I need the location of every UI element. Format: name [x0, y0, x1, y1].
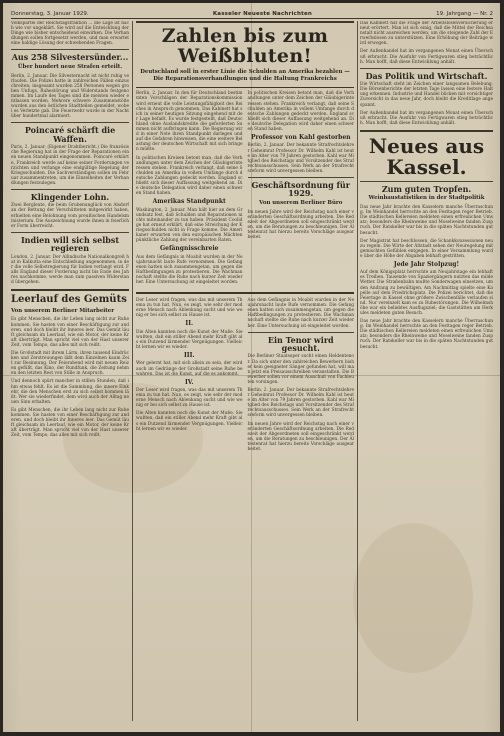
lead-headline: Zahlen bis zum Weißbluten! [161, 25, 329, 67]
column-right [360, 21, 493, 725]
lead-text: Berlin, 2. Januar. In den für Deutschland bestimmten Vorschlägen der Reparationskommission wird erneut die volle Leistungsfähigkeit des Reiches in Anspruch genommen. Das Kabinett hat sich in seiner heutigen Sitzung eingehend mit der Lage befaßt. Es wurde festgestellt, daß Deutschland ohne Auslandskredite die geforderten Summen nicht aufbringen kann. Die Regierung wird in einer Note ihren Standpunkt darlegen und auf die Gefahren hinweisen, die eine weitere Belastung der deutschen Wirtschaft mit sich bringen müßte. [136, 91, 243, 153]
article-headline: Geschäftsordnung für 1929. [251, 179, 350, 199]
header-date: Donnerstag, 3. Januar 1929. [11, 10, 89, 17]
column-left [11, 21, 129, 725]
article-text: Der Magistrat hat beschlossen, die Schankkonzessionen neu zu regeln. Die Wirte der Altstadt sehen der Neuregelung mit gemischten Gefühlen entgegen. In einer Versammlung wurde über die Höhe der Abgaben lebhaft gestritten. [360, 238, 493, 259]
feuilleton-text: Der Leser wird fragen, was das mit unserem Thema zu tun hat. Nun, es zeigt, wie sehr der moderne Mensch nach Ablenkung sucht und wie wenig er bei sich selbst zu Hause ist. [136, 387, 243, 409]
newspaper-page [3, 3, 500, 732]
feuilleton-text: Die Großstadt mit ihrem Lärm, ihren tausend Eindrücken und Zerstreuungen läßt dem Einzelnen kaum Zeit zur Besinnung. Der Feierabend wird mit neuen Reizen gefüllt, das Kino, der Rundfunk, die Zeitung nehmen den letzten Rest von Stille in Anspruch. [11, 351, 129, 377]
article-subheadline: Gefängnisschreie [160, 245, 219, 253]
article-subheadline: Weinbaustatistiken in der Stadtpolitik [368, 195, 485, 202]
article-text: Berlin, 2. Januar. Die Silvesternacht ist nicht ruhig verlaufen. Die Polizei hatte in zahlreichen Fällen einzuschreiten; insgesamt wurden 258 Personen wegen groben Unfugs, Ruhestörung und Widerstands festgenommen. Im Laufe des Tages sind die meisten wieder entlassen worden. Mehrere schwere Zusammenstöße wurden aus den östlichen Stadtteilen gemeldet, wobei es Verletzte gab. Die Feuerwehr wurde in der Nacht über hundertmal alarmiert. [11, 73, 129, 120]
article-headline: Klingender Lohn. [30, 191, 110, 202]
feuilleton-text: Es gibt Menschen, die ihr Leben lang nicht zur Ruhe kommen. Sie hasten von einer Beschäftigung zur anderen, und doch bleibt ihr Inneres leer. Das Gemüt läuft gleichsam im Leerlauf, wie ein Motor, der keine Kraft überträgt. Man spricht viel von der Hast unserer Zeit, vom Tempo, das alles mit sich reißt. [11, 317, 129, 348]
lead-subheadline: Deutschland soll in erster Linie die Schulden an Amerika bezahlen — Die Reparationsverhandlungen und die Haltung Frankreichs [140, 68, 350, 82]
article-subheadline: Amerikas Standpunkt [152, 198, 226, 206]
article-headline: Aus 258 Silvestersünder... [11, 52, 129, 63]
article-text: Im neuen Jahre wird der Reichstag nach einer veränderten Geschäftsordnung arbeiten. Die Redezeit der Abgeordneten soll eingeschränkt werden, um die Beratungen zu beschleunigen. Der Ältestenrat hat hierzu bereits Vorschläge ausgearbeitet. [247, 209, 354, 240]
header-issue: 19. Jahrgang — Nr. 2 [436, 10, 493, 17]
article-text: Aus dem Gefängnis in Moabit wurden in der Neujahrsnacht laute Rufe vernommen. Die Gefangenen hatten sich zusammengetan, um gegen die Haftbedingungen zu protestieren. Die Wachmannschaft stellte die Ruhe nach kurzer Zeit wieder her. Eine Untersuchung ist eingeleitet worden. [247, 298, 354, 329]
article-subheadline: Von unserem Berliner Büro [259, 199, 343, 206]
article-headline: Zum guten Tropfen. [381, 183, 472, 194]
article-text: Die Berliner Staatsoper sucht einen Heldentenor. Da sich unter den zahlreichen Bewerbern bisher kein geeigneter Sänger gefunden hat, will man jetzt ein Preisausschreiben veranstalten. Die Bewerber sollen vor einem Ausschuß von Fachleuten vorsingen. [247, 354, 354, 385]
article-subheadline: Über hundert neue Strafen erteilt. [17, 63, 123, 70]
article-text: Der Außenhandel hat im vergangenen Monat einen Überschuß erbracht. Die Ausfuhr von Fertigwaren stieg beträchtlich. Man hofft, daß diese Entwicklung anhält. [360, 49, 493, 65]
feuilleton-byline: Von unserem Berliner Mitarbeiter [11, 307, 115, 314]
article-text: Washington, 2. Januar. Man hält hier an dem Grundsatz fest, daß Schulden und Reparationen nichts miteinander zu tun haben. Präsident Coolidge hat erneut erklärt, daß eine Streichung der Kriegsschulden nicht in Frage komme. Die Amerikaner erwarten von den europäischen Mächten pünktliche Zahlung der vereinbarten Raten. [136, 207, 243, 244]
section-number: III. [183, 352, 195, 360]
article-text: Aus dem Gefängnis in Moabit wurden in der Neujahrsnacht laute Rufe vernommen. Die Gefangenen hatten sich zusammengetan, um gegen die Haftbedingungen zu protestieren. Die Wachmannschaft stellte die Ruhe nach kurzer Zeit wieder her. Eine Untersuchung ist eingeleitet worden. [136, 254, 243, 285]
article-text: Paris, 2. Januar. (Eigener Drahtbericht.) Die französische Regierung hat in der Frage der Reparationen einen neuen Standpunkt eingenommen. Poincaré erklärte, Frankreich werde auf keine seiner Forderungen verzichten und verlange eine endgültige Regelung der Kriegsschulden. Die Sachverständigen sollen im Februar zusammentreten, um die Einzelheiten der Verhandlungen festzulegen. [11, 145, 129, 186]
article-headline: Das Politik und Wirtschaft. [365, 70, 488, 81]
feuilleton-text: Die Alten kannten noch die Kunst der Muße. Sie wußten, daß ein stiller Abend mehr Kraft gibt als ein Dutzend lärmender Vergnügungen. Vielleicht lernen wir es wieder. [136, 411, 243, 432]
article-text: Volkspartei der Reichstagsfraktion ... die Lage ist nach wie vor ungeklärt. Sie wird auf die Entwicklung der Dinge wie bisher entscheidend einwirken. Die Verhandlungen sollen fortgesetzt werden, und man erwartet eine baldige Lösung der schwebenden Fragen. [11, 21, 129, 47]
article-text: Auf dem Königsplatz herrschte am Neujahrstage ein lebhaftes Treiben. Tausende von Spaziergängern nutzten das milde Wetter. Die Straßenbahn mußte Sonderwagen einsetzen, um den Andrang zu bewältigen. Am Nachmittag spielte eine Kapelle auf dem Friedrichsplatz. Die Polizei berichtet, daß die Feiertage in Kassel ohne größere Zwischenfälle verlaufen sind. Nur vereinzelt kam es zu Ruhestörungen. Die Wilhelmshöhe war ein beliebtes Ausflugsziel; die Gaststätten am Herkules meldeten guten Besuch. [360, 270, 493, 317]
page-header [11, 9, 493, 19]
article-headline: Indien will sich selbst regieren [20, 234, 120, 254]
feuilleton-text: Wer gelernt hat, mit sich allein zu sein, der wird auch im Gedränge der Großstadt seine Ruhe bewahren. Das ist die Kunst, auf die es ankommt. [136, 361, 243, 377]
article-text: Der Außenhandel hat im vergangenen Monat einen Überschuß erbracht. Die Ausfuhr von Fertigwaren stieg beträchtlich. Man hofft, daß diese Entwicklung anhält. [360, 110, 493, 126]
article-text: Berlin, 2. Januar. Der bekannte Strafrechtslehrer Geheimrat Professor Dr. Wilhelm Kahl ist heute im Alter von 79 Jahren gestorben. Kahl war Mitglied des Reichstags und Vorsitzender des Strafrechtsausschusses. Sein Werk an der Strafrechtsreform wird unvergessen bleiben. [247, 143, 354, 174]
column-rule [132, 21, 133, 721]
feuilleton-text: Und dennoch spürt mancher in stillen Stunden, daß ihm etwas fehlt. Es ist die Sammlung, die innere Einkehr, die den Menschen erst zu sich selbst kommen läßt. Wer sie wiederfindet, dem wird auch der Alltag neuen Sinn erhalten. [11, 379, 129, 405]
column-center [136, 21, 354, 725]
section-number: II. [185, 320, 194, 328]
article-text: In politischen Kreisen betont man, daß die Verhandlungen unter dem Zeichen der Gläubigerinteressen stehen. Frankreich verlangt, daß seine Schulden an Amerika in vollem Umfange durch deutsche Zahlungen gedeckt werden. England schließt sich dieser Auffassung weitgehend an. Die deutsche Delegation wird daher einen schweren Stand haben. [247, 91, 354, 133]
lead-headline-box [136, 21, 354, 88]
article-subheadline: Professor von Kahl gestorben [250, 134, 351, 142]
article-text: Berlin, 2. Januar. Der bekannte Strafrechtslehrer Geheimrat Professor Dr. Wilhelm Kahl ist heute im Alter von 79 Jahren gestorben. Kahl war Mitglied des Reichstags und Vorsitzender des Strafrechtsausschusses. Sein Werk an der Strafrechtsreform wird unvergessen bleiben. [247, 387, 354, 419]
section-headline-kassel: Neues aus Kassel. [368, 133, 485, 179]
article-text: Das Kabinett hat die Frage der Arbeitslosenversicherung erneut erörtert. Man ist sich einig, daß die Mittel der Reichsanstalt nicht ausreichen werden, um die steigende Zahl der Erwerbslosen zu unterstützen. Eine Erhöhung der Beiträge wird erwogen. [360, 21, 493, 47]
feuilleton-text: Die Alten kannten noch die Kunst der Muße. Sie wußten, daß ein stiller Abend mehr Kraft gibt als ein Dutzend lärmender Vergnügungen. Vielleicht lernen wir es wieder. [136, 329, 243, 351]
article-text: Das neue Jahr brachte den Kasselern manche Überraschung. Im Weinhandel herrschte an den Festtagen reger Betrieb. Die städtischen Kellereien meldeten einen erfreulichen Umsatz; besonders die Rheinweine und Moselweine fanden Zuspruch. Der Ratskeller war bis in die späten Nachtstunden gut besucht. [360, 319, 493, 350]
article-text: Die Wirtschaft steht im Zeichen einer langsamen Belebung. Die Börsenberichte der letzten Tage lassen eine festere Haltung erkennen. Industrie und Handel blicken mit vorsichtiger Zuversicht in das neue Jahr, doch bleibt die Kreditlage angespannt. [360, 82, 493, 108]
feuilleton-text: Es gibt Menschen, die ihr Leben lang nicht zur Ruhe kommen. Sie hasten von einer Beschäftigung zur anderen, und doch bleibt ihr Inneres leer. Das Gemüt läuft gleichsam im Leerlauf, wie ein Motor, der keine Kraft überträgt. Man spricht viel von der Hast unserer Zeit, vom Tempo, das alles mit sich reißt. [11, 407, 129, 439]
article-text: Das neue Jahr brachte den Kasselern manche Überraschung. Im Weinhandel herrschte an den Festtagen reger Betrieb. Die städtischen Kellereien meldeten einen erfreulichen Umsatz; besonders die Rheinweine und Moselweine fanden Zuspruch. Der Ratskeller war bis in die späten Nachtstunden gut besucht. [360, 205, 493, 236]
article-headline: Ein Tenor wird gesucht. [267, 334, 334, 354]
header-paper-name: Kasseler Neueste Nachrichten [212, 10, 312, 17]
article-text: Zwei Bergleute, die beim Grubenunglück von Alsdorf an der Rettung der Verschütteten mitgewirkt haben, erhielten eine Belohnung vom preußischen Handelsministerium. Die Auszeichnung wurde ihnen in feierlicher Form überreicht. [11, 203, 129, 229]
article-subheadline: Jede Jahr Stolpzug! [393, 260, 460, 268]
article-text: London, 2. Januar. Der Allindische Nationalkongreß hat in Kalkutta eine Entschließung angenommen, in der die volle Selbstregierung für Indien verlangt wird. Falls England dieser Forderung nicht bis Ende des Jahres nachkomme, werde man zum passiven Widerstand übergehen. [11, 254, 129, 286]
article-headline: Poincaré schärft die Waffen. [24, 125, 116, 144]
feuilleton-text: Der Leser wird fragen, was das mit unserem Thema zu tun hat. Nun, es zeigt, wie sehr der moderne Mensch nach Ablenkung sucht und wie wenig er bei sich selbst zu Hause ist. [136, 298, 243, 319]
feuilleton-headline: Leerlauf des Gemüts [11, 294, 127, 306]
article-text: Im neuen Jahre wird der Reichstag nach einer veränderten Geschäftsordnung arbeiten. Die Redezeit der Abgeordneten soll eingeschränkt werden, um die Beratungen zu beschleunigen. Der Ältestenrat hat hierzu bereits Vorschläge ausgearbeitet. [247, 421, 354, 452]
section-number: IV. [184, 378, 194, 386]
lead-text: In politischen Kreisen betont man, daß die Verhandlungen unter dem Zeichen der Gläubigerinteressen stehen. Frankreich verlangt, daß seine Schulden an Amerika in vollem Umfange durch deutsche Zahlungen gedeckt werden. England schließt sich dieser Auffassung weitgehend an. Die deutsche Delegation wird daher einen schweren Stand haben. [136, 155, 243, 197]
column-rule [357, 21, 358, 721]
